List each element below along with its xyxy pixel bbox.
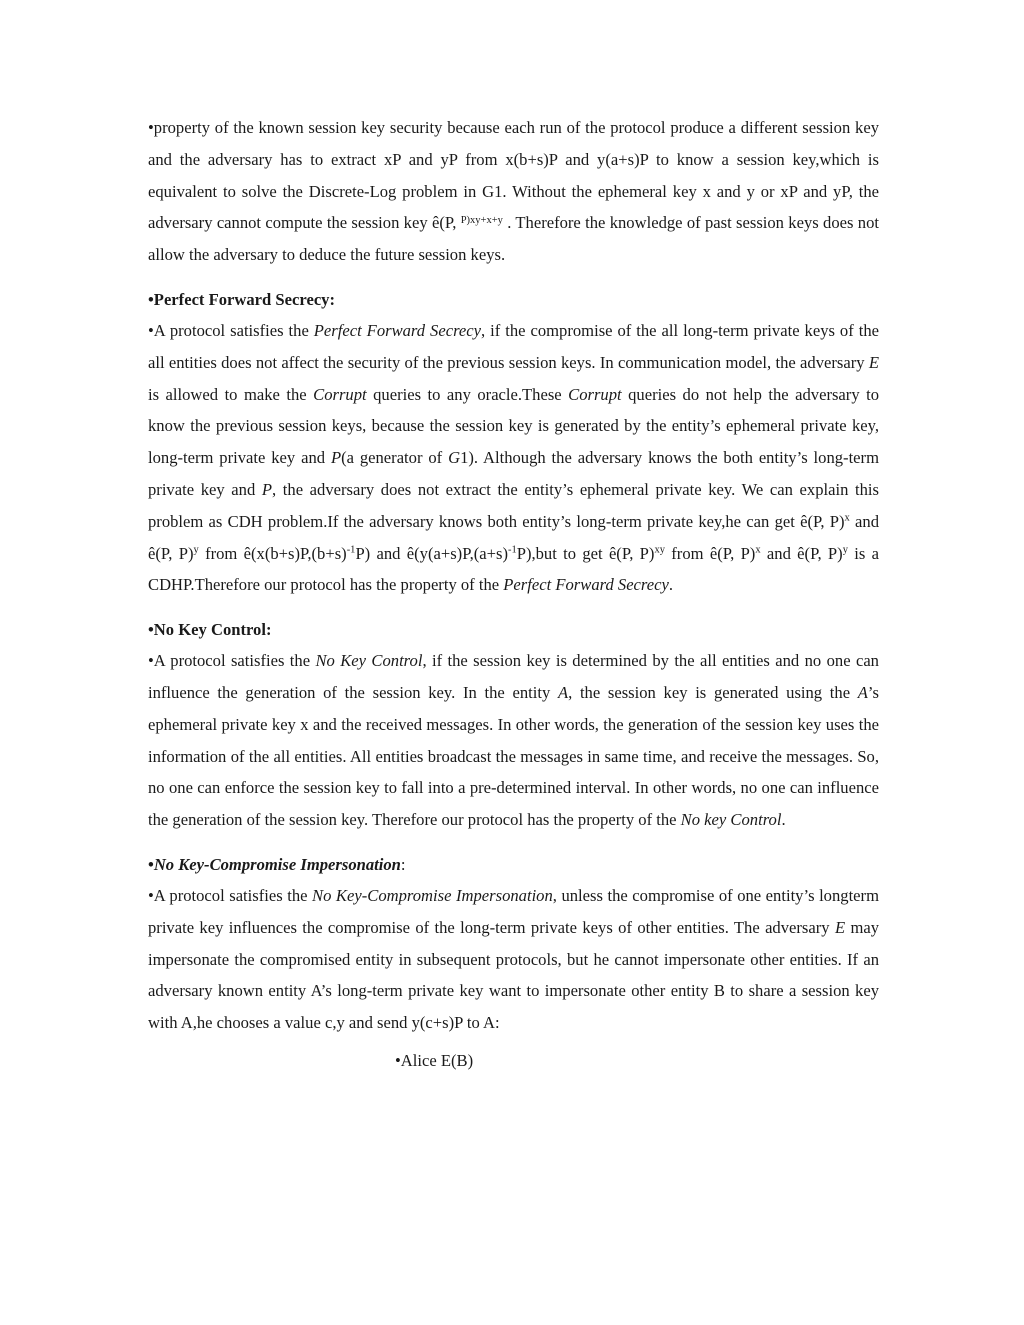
perfect-forward-secrecy-paragraph: •A protocol satisfies the Perfect Forward Secrecy, if the compromise of the all long-term private keys of the all entities does not affect the security of the previous session keys. In communication model, the adversary E is allowed to make the Corrupt queries to any oracle.These Corrupt queries do not help the adversary to know the previous session keys, because the session key is generated by the entity’s ephemeral private key, long-term private key and P(a generator of G1). Although the adversary knows the both entity’s long-term private key and P, the adversary does not extract the entity’s ephemeral private key. We can explain this problem as CDH problem.If the adversary knows both entity’s long-term private key,he can get ê(P, P)$^x$ and ê(P, P)$^y$ from $ê(x(b+s)P,(b+s)^{-1}P)$ and $ê(y(a+s)P,(a+s)^{-1}P),but$ to get ê(P, P)$^{xy}$ from ê(P, P)$^x$ and ê(P, P)$^y$ is a CDHP.Therefore our protocol has the property of the Perfect Forward Secrecy. [148,320,880,595]
exponent: -1 [507,544,517,556]
exponent: -1 [346,544,356,556]
exponent: xy [654,544,665,556]
perfect-forward-secrecy-heading: •Perfect Forward Secrecy: [148,289,336,309]
exponent: y [193,544,199,556]
no-key-control-paragraph: •A protocol satisfies the No Key Control, if the session key is determined by the all entities and no one can influence the generation of the session key. In the entity A, the session key is generated using the A’s ephemeral private key x and the received messages. In other words, the generation of the session key uses the information of the all entities. All entities broadcast the messages in same time, and receive the messages. So, no one can enforce the session key to fall into a pre-determined interval. In other words, no one can influence the generation of the session key. Therefore our protocol has the property of the No key Control. [148,651,879,830]
exponent: P)xy+x+y [460,215,503,227]
exponent: y [842,544,848,556]
document-page [148,112,879,1077]
no-key-compromise-impersonation-heading: •No Key-Compromise Impersonation: [148,854,406,874]
known-session-key-paragraph: •property of the known session key security because each run of the protocol produce a different session key and the adversary has to extract xP and yP from x(b+s)P and y(a+s)P to know a session key,which is equivalent to solve the Discrete-Log problem in G1. Without the ephemeral key x and y or xP and yP, the adversary cannot compute the session key ê(P, $^{P)xy+x+y}$ . Therefore the knowledge of past session keys does not allow the adversary to deduce the future session keys. [148,118,879,265]
alice-line: •Alice E(B) [395,1050,474,1070]
no-key-compromise-impersonation-paragraph: •A protocol satisfies the No Key-Compromise Impersonation, unless the compromise of one entity’s longterm private key influences the compromise of the long-term private keys of other entities. The adversary E may impersonate the compromised entity in subsequent protocols, but he cannot impersonate other entities. If an adversary known entity A’s long-term private key want to impersonate other entity B to share a session key with A,he chooses a value c,y and send y(c+s)P to A: [148,885,880,1033]
no-key-control-heading: •No Key Control: [148,620,272,640]
exponent: x [844,512,850,524]
exponent: x [755,544,761,556]
